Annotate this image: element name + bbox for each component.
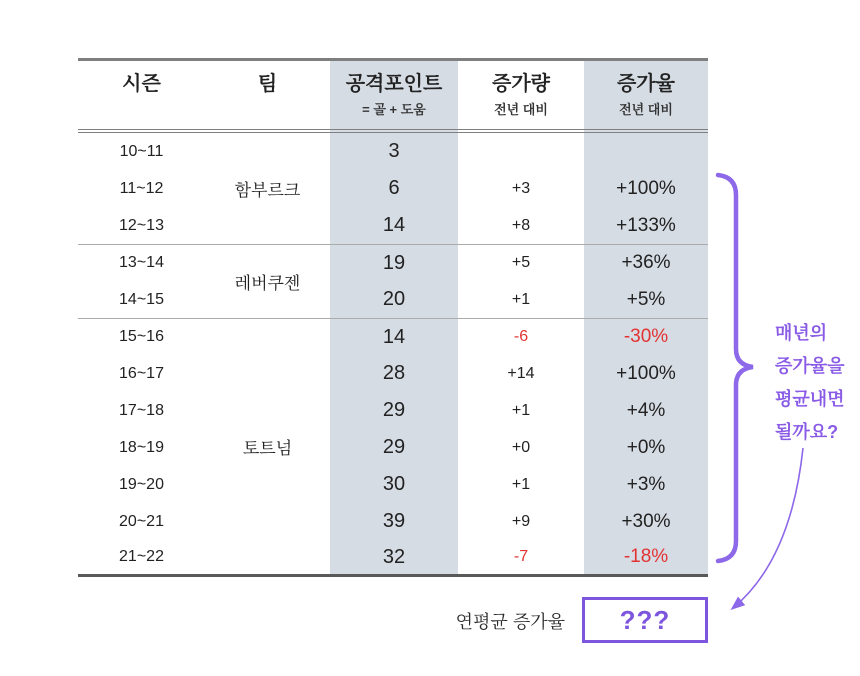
season-cell: 20~21 <box>119 512 164 530</box>
rate-cell <box>584 133 708 170</box>
annotation-line: 될까요? <box>775 422 839 442</box>
rate-cell: +30% <box>584 503 708 540</box>
delta-cell: +1 <box>511 290 531 308</box>
annotation-line: 증가율을 <box>775 356 845 376</box>
points-cell: 30 <box>330 466 458 503</box>
delta-cell: +5 <box>458 244 584 281</box>
delta-cell: +1 <box>511 401 531 419</box>
rate-cell: -18% <box>584 540 708 577</box>
points-cell: 20 <box>330 281 458 318</box>
header-delta <box>458 58 584 133</box>
annotation-line: 매년의 <box>775 323 828 343</box>
season-cell: 10~11 <box>119 142 164 160</box>
delta-cell: +9 <box>511 512 531 530</box>
header-rate-sublabel: 전년 대비 <box>619 102 673 117</box>
annotation-line: 평균내면 <box>775 389 845 409</box>
header-points <box>330 58 458 133</box>
season-cell: 12~13 <box>119 216 164 234</box>
rate-cell: -30% <box>584 318 708 355</box>
season-cell: 13~14 <box>78 244 205 281</box>
rate-cell: +133% <box>584 207 708 244</box>
curved-arrow-icon <box>733 448 803 608</box>
points-cell: 29 <box>330 429 458 466</box>
season-cell: 19~20 <box>119 475 164 493</box>
rate-cell: +5% <box>584 281 708 318</box>
points-cell: 32 <box>330 540 458 577</box>
points-cell: 28 <box>330 355 458 392</box>
header-season <box>78 58 205 133</box>
header-points-sublabel: = 골 + 도움 <box>362 102 426 117</box>
points-cell: 3 <box>330 133 458 170</box>
points-cell: 39 <box>330 503 458 540</box>
season-cell: 21~22 <box>78 540 205 577</box>
delta-cell: +0 <box>511 438 531 456</box>
delta-cell <box>458 133 584 170</box>
rate-cell: +4% <box>584 392 708 429</box>
delta-cell: -6 <box>458 318 584 355</box>
header-team-label: 팀 <box>257 73 278 95</box>
header-delta-label: 증가량 <box>492 73 550 95</box>
rate-cell: +100% <box>584 170 708 207</box>
rate-cell: +100% <box>584 355 708 392</box>
points-cell: 14 <box>330 207 458 244</box>
delta-cell: -7 <box>458 540 584 577</box>
team-cell-hamburg: 함부르크 <box>234 181 301 200</box>
rate-cell: +0% <box>584 429 708 466</box>
header-points-label: 공격포인트 <box>345 73 443 95</box>
header-season-label: 시즌 <box>122 73 161 95</box>
season-cell: 17~18 <box>119 401 164 419</box>
stats-table <box>78 58 708 577</box>
average-rate-label: 연평균 증가율 <box>455 612 565 632</box>
header-rate <box>584 58 708 133</box>
header-rate-label: 증가율 <box>617 73 675 95</box>
points-cell: 19 <box>330 244 458 281</box>
season-cell: 14~15 <box>119 290 164 308</box>
header-delta-sublabel: 전년 대비 <box>494 102 548 117</box>
rate-cell: +3% <box>584 466 708 503</box>
team-cell-tottenham: 토트넘 <box>205 318 330 577</box>
header-team <box>205 58 330 133</box>
delta-cell: +3 <box>511 179 531 197</box>
points-cell: 6 <box>330 170 458 207</box>
delta-cell: +8 <box>511 216 531 234</box>
average-rate-value: ??? <box>619 604 671 635</box>
season-cell: 11~12 <box>119 179 164 197</box>
rate-cell: +36% <box>584 244 708 281</box>
brace-icon <box>718 175 753 561</box>
points-cell: 14 <box>330 318 458 355</box>
points-cell: 29 <box>330 392 458 429</box>
season-cell: 15~16 <box>78 318 205 355</box>
annotation-question <box>775 317 860 449</box>
delta-cell: +14 <box>507 364 535 382</box>
team-cell-leverkusen: 레버쿠젠 <box>205 244 330 318</box>
season-cell: 18~19 <box>119 438 164 456</box>
season-cell: 16~17 <box>119 364 164 382</box>
average-rate-answer-box <box>582 597 708 643</box>
delta-cell: +1 <box>511 475 531 493</box>
